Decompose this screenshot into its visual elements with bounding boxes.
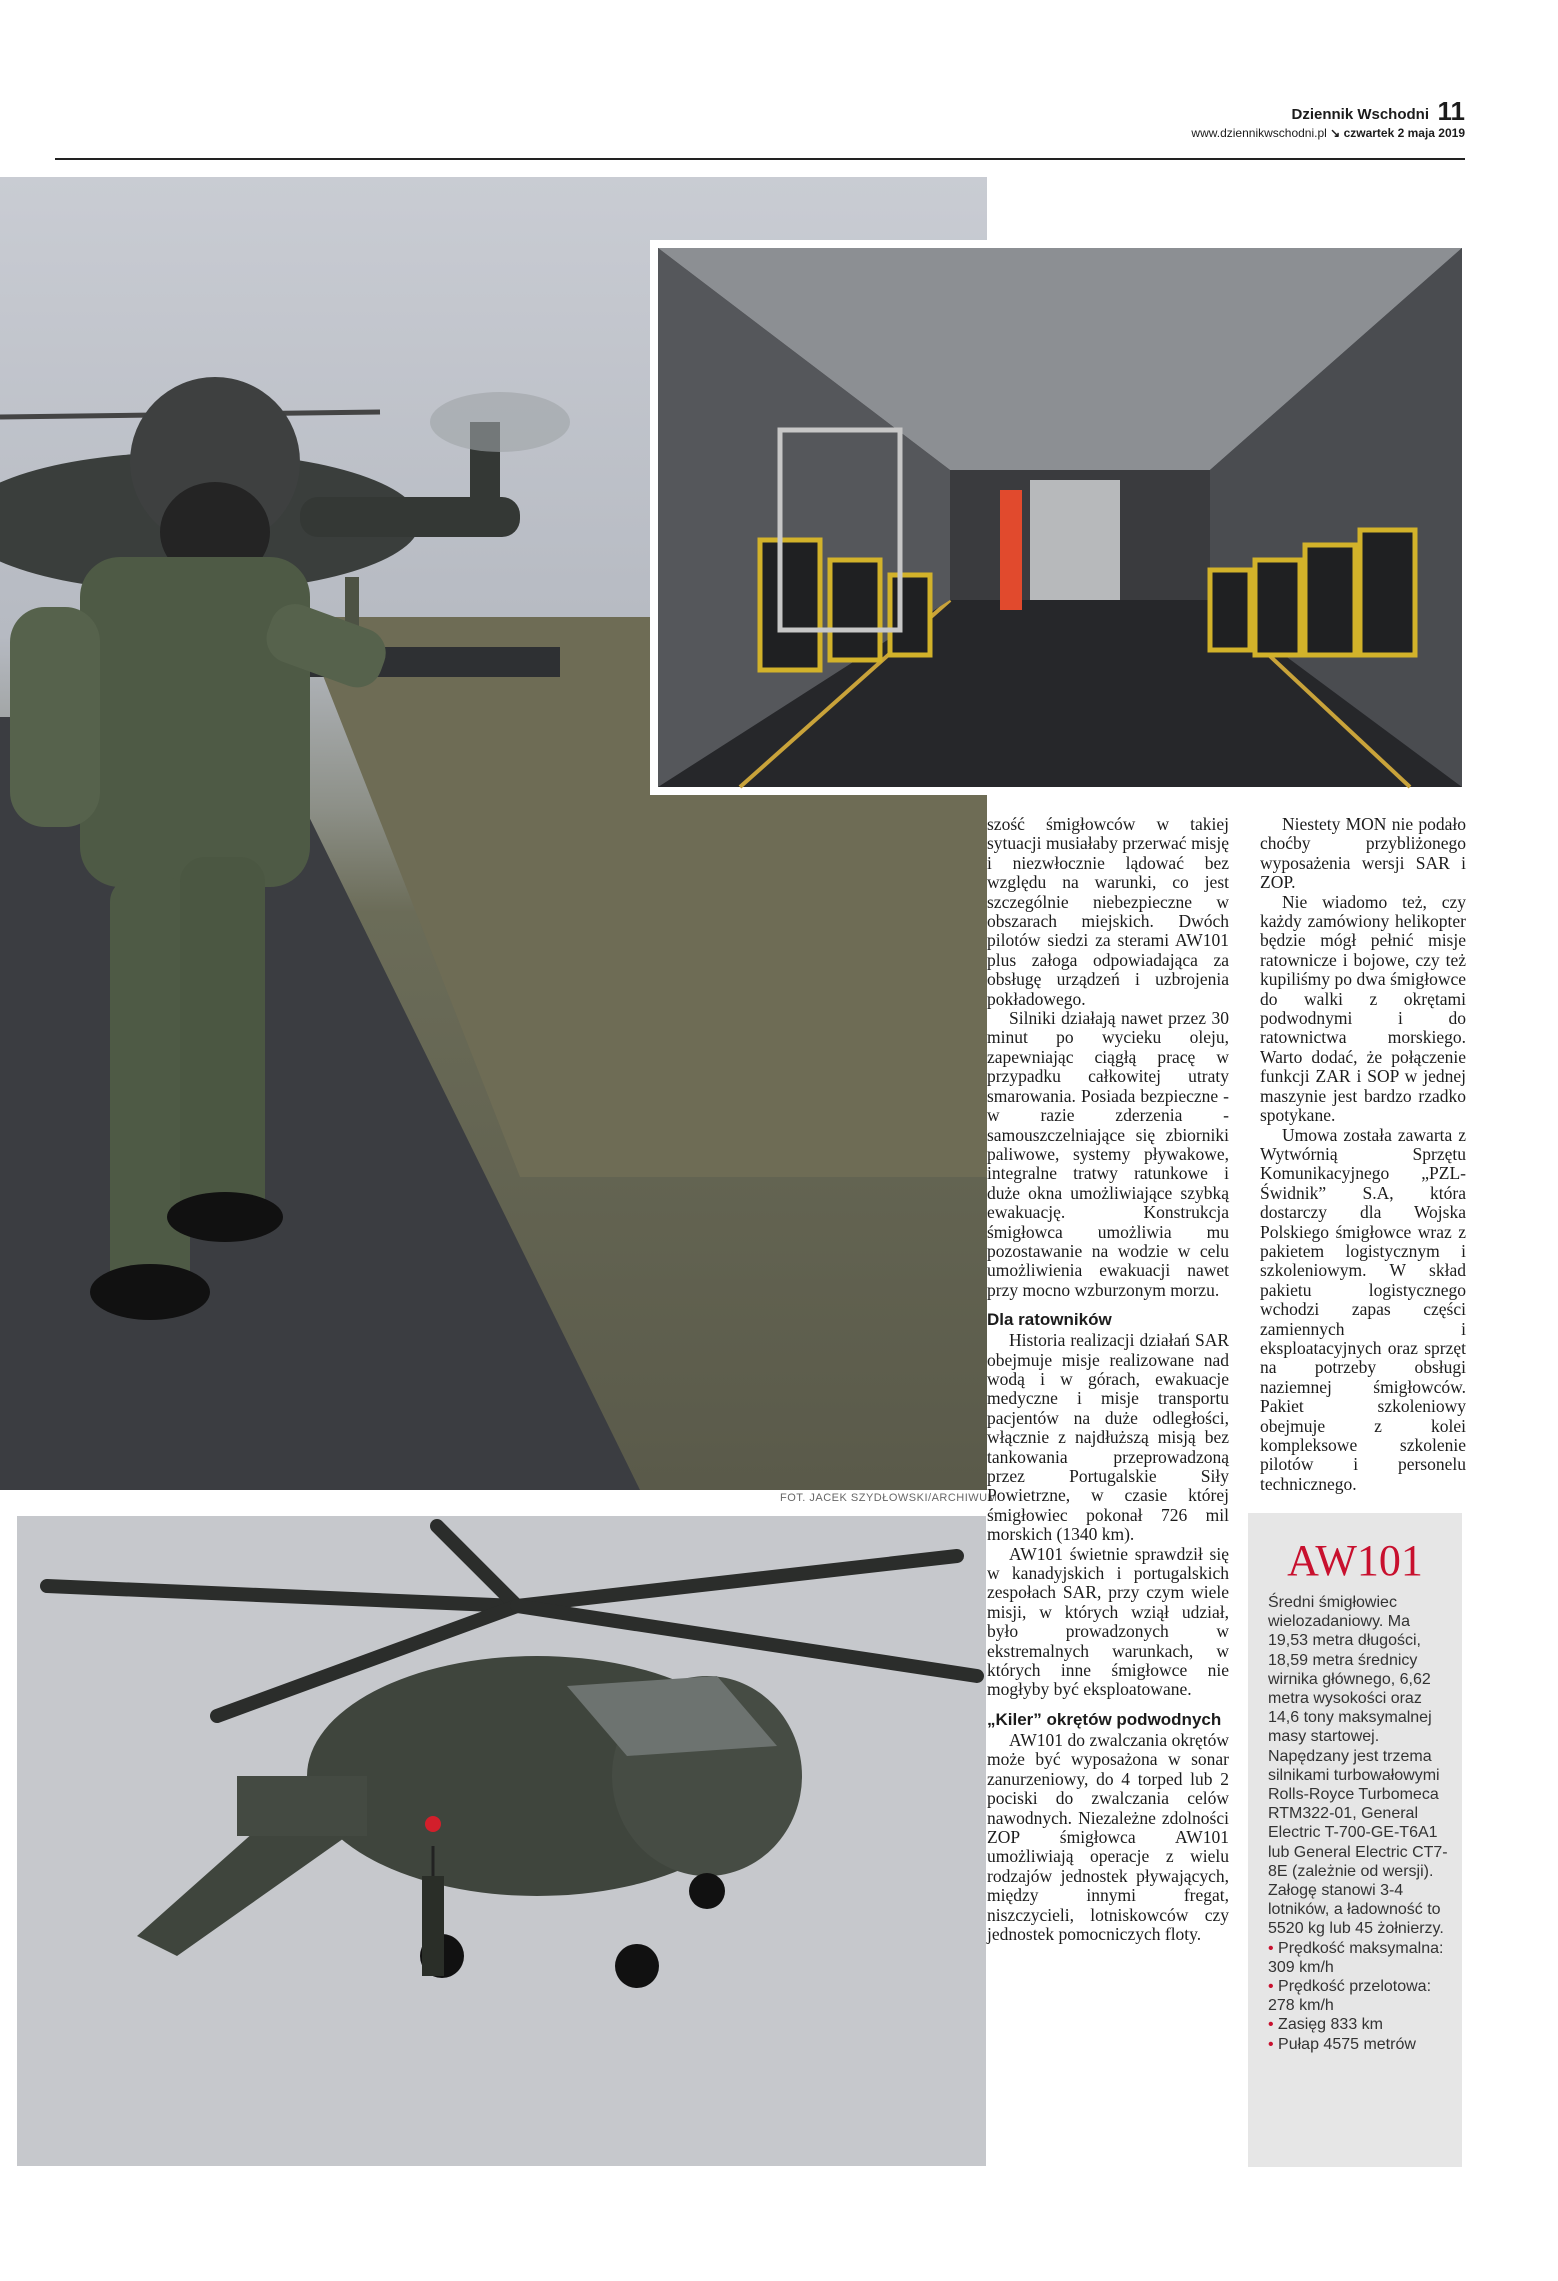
article-column-2 bbox=[1260, 815, 1466, 1494]
article-paragraph: Niestety MON nie podało choćby przybliżonego wyposażenia wersji SAR i ZOP. bbox=[1260, 814, 1466, 893]
header-dateline bbox=[1191, 126, 1465, 140]
page-header bbox=[55, 96, 1465, 160]
article-paragraph: Umowa została zawarta z Wytwórnią Sprzętu Komunikacyjnego „PZL-Świdnik” S.A, która dostarczy dla Wojska Polskiego śmigłowce wraz z pakietem logistycznym i szkoleniowym. W skład pakietu logistycznego wchodzi zapas części zamiennych i eksploatacyjnych oraz sprzęt na potrzeby obsługi naziemnej śmigłowców. Pakiet szkoleniowy obejmuje z kolei kompleksowe szkolenie pilotów i personelu technicznego. bbox=[1260, 1124, 1466, 1494]
info-box-body bbox=[1268, 1593, 1448, 2054]
subheading-rescuers: Dla ratowników bbox=[987, 1310, 1112, 1330]
website-link[interactable]: www.dziennikwschodni.pl bbox=[1191, 126, 1327, 140]
article-paragraph: AW101 świetnie sprawdził się w kanadyjskich i portugalskich zespołach SAR, przy czym wiele misji, w których wziął udział, było prowadzonych w ekstremalnych warunkach, w których inne śmigłowce nie mogłyby być eksploatowane. bbox=[987, 1543, 1229, 1700]
article-paragraph: AW101 do zwalczania okrętów może być wyposażona w sonar zanurzeniowy, do 4 torped lub 2 pociski do zwalczania celów nawodnych. Niezależne zdolności ZOP śmigłowca AW101 umożliwiają operacje z wielu rodzajów jednostek pływających, między innymi fregat, niszczycieli, lotniskowców czy jednostek pomocniczych floty. bbox=[987, 1729, 1229, 1944]
subheading-submarine-killer: „Kiler” okrętów podwodnych bbox=[987, 1709, 1222, 1729]
info-box-title: AW101 bbox=[1287, 1536, 1423, 1585]
article-column-1 bbox=[987, 815, 1229, 1944]
info-box-text: Średni śmigłowiec wielozadaniowy. Ma 19,53 metra długości, 18,59 metra średnicy wirnika głównego, 6,62 metra wysokości oraz 14,6 tony maksymalnej masy startowej. Napędzany jest trzema silnikami turbowałowymi Rolls-Royce Turbomeca RTM322-01, General Electric T-700-GE-T6A1 lub General Electric CT7-8E (zależnie od wersji). Załogę stanowi 3-4 lotników, a ładowność to 5520 kg lub 45 żołnierzy. bbox=[1268, 1594, 1448, 1938]
cabin-photo-illustration bbox=[650, 240, 1470, 795]
spec-item-cruise-speed: • Prędkość przelotowa: 278 km/h bbox=[1268, 1977, 1448, 2015]
helicopter-photo-illustration bbox=[17, 1516, 986, 2166]
article-paragraph: szość śmigłowców w takiej sytuacji musiałaby przerwać misję i niezwłocznie lądować bez względu na warunki, co jest szczególnie niebezpieczne w obszarach miejskich. Dwóch pilotów siedzi za sterami AW101 plus załoga odpowiadająca za obsługę urządzeń i uzbrojenia pokładowego. bbox=[987, 814, 1229, 1009]
photo-helicopter-hover bbox=[17, 1516, 986, 2166]
photo-cabin-interior bbox=[650, 240, 1470, 795]
page-number: 11 bbox=[1437, 96, 1465, 126]
spec-item-ceiling: • Pułap 4575 metrów bbox=[1268, 2035, 1448, 2054]
newspaper-name: Dziennik Wschodni bbox=[1291, 106, 1429, 123]
spec-item-range: • Zasięg 833 km bbox=[1268, 2015, 1448, 2034]
issue-date: czwartek 2 maja 2019 bbox=[1343, 126, 1465, 140]
cursor-icon: ↘ bbox=[1330, 126, 1341, 140]
article-paragraph: Historia realizacji działań SAR obejmuje misje realizowane nad wodą i w górach, ewakuacje medyczne i misje transportu pacjentów na duże odległości, włącznie z najdłuższą misją bez tankowania przeprowadzoną przez Portugalskie Siły Powietrzne, w czasie której śmigłowiec pokonał 726 mil morskich (1340 km). bbox=[987, 1330, 1229, 1545]
spec-list bbox=[1268, 1939, 1448, 2054]
info-box-aw101 bbox=[1248, 1513, 1462, 2167]
spec-item-max-speed: • Prędkość maksymalna: 309 km/h bbox=[1268, 1939, 1448, 1977]
article-paragraph: Silniki działają nawet przez 30 minut po wycieku oleju, zapewniając ciągłą pracę w przypadku całkowitej utraty smarowania. Posiada bezpieczne - w razie zderzenia - samouszczelniające się zbiorniki paliwowe, systemy pływakowe, integralne tratwy ratunkowe i duże okna umożliwiające szybką ewakuację. Konstrukcja śmigłowca umożliwia mu pozostawanie na wodzie w celu umożliwienia ewakuacji nawet przy mocno wzburzonym morzu. bbox=[987, 1008, 1229, 1300]
article-paragraph: Nie wiadomo też, czy każdy zamówiony helikopter będzie mógł pełnić misje ratownicze i bojowe, czy też kupiliśmy po dwa śmigłowce do walki z okrętami podwodnymi i do ratownictwa morskiego. Warto dodać, że połączenie funkcji ZAR i SOP w jednej maszynie jest bardzo rzadko spotykane. bbox=[1260, 891, 1466, 1126]
photo-credit: FOT. JACEK SZYDŁOWSKI/ARCHIWUM bbox=[780, 1492, 998, 1504]
